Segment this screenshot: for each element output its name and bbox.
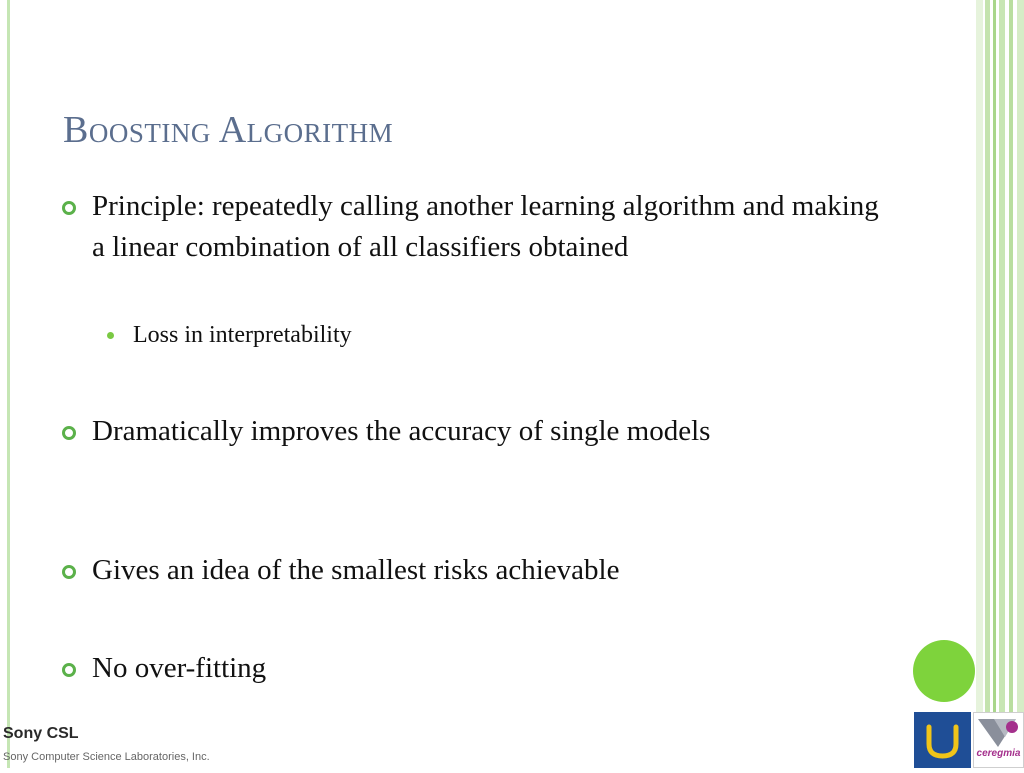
sub-bullet-text: Loss in interpretability [133, 322, 352, 348]
right-stripe [976, 0, 983, 768]
sony-csl-logo: Sony CSL [3, 725, 79, 742]
ceregmia-mark-icon [974, 715, 1023, 749]
bullet-text: Dramatically improves the accuracy of single models [92, 415, 711, 447]
accent-circle [913, 640, 975, 702]
slide-title: Boosting Algorithm [63, 109, 394, 151]
sub-bullet-dot-icon [107, 332, 114, 339]
right-decorative-stripes [976, 0, 1024, 768]
left-decorative-stripe [7, 0, 10, 768]
bullet-text: Principle: repeatedly calling another learning algorithm and making a linear combination of all classifiers obtained [92, 190, 879, 263]
bullet-text: Gives an idea of the smallest risks achievable [92, 554, 620, 586]
u-logo-icon [914, 712, 971, 768]
bullet-ring-icon [62, 663, 76, 677]
bullet-text: No over-fitting [92, 652, 267, 684]
right-stripe [985, 0, 990, 768]
right-stripe [1009, 0, 1013, 768]
bullet-ring-icon [62, 201, 76, 215]
right-stripe [999, 0, 1005, 768]
right-stripe [1017, 0, 1024, 768]
ceregmia-logo [973, 712, 1024, 768]
sony-csl-subtitle: Sony Computer Science Laboratories, Inc. [3, 751, 210, 763]
ceregmia-logo-text: ceregmia [976, 748, 1021, 759]
bullet-ring-icon [62, 426, 76, 440]
right-stripe [993, 0, 996, 768]
university-logo [914, 712, 971, 768]
bullet-ring-icon [62, 565, 76, 579]
